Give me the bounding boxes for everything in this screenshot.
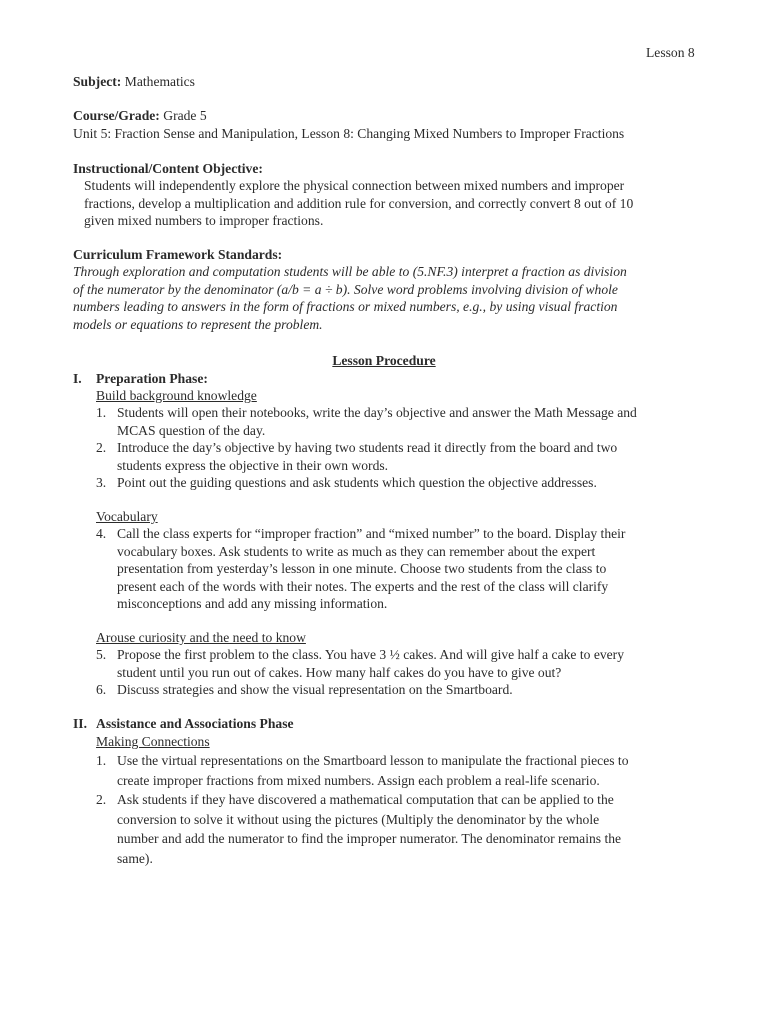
unit-line: Unit 5: Fraction Sense and Manipulation, Lesson 8: Changing Mixed Numbers to Improper Fractions [73, 126, 625, 141]
item-number: 2. [96, 440, 107, 455]
objective-line: fractions, develop a multiplication and addition rule for conversion, and correctly convert 8 out of 10 [84, 195, 634, 211]
build-background-list [96, 404, 637, 492]
phase2-numeral: II. [73, 716, 87, 731]
course-value: Grade 5 [163, 108, 207, 123]
item-number: 5. [96, 647, 107, 662]
item-line: conversion to solve it without using the pictures (Multiply the denominator by the whole [117, 811, 600, 827]
standards-line: Through exploration and computation students will be able to (5.NF.3) interpret a fraction as division [73, 264, 627, 279]
item-line: Introduce the day’s objective by having two students read it directly from the board and two [117, 440, 618, 455]
item-line: vocabulary boxes. Ask students to write as much as they can remember about the expert [117, 543, 596, 559]
item-line: present each of the words with their notes. The experts and the rest of the class will clarify [117, 578, 609, 594]
phase2-title: Assistance and Associations Phase [96, 716, 294, 731]
objective-heading: Instructional/Content Objective: [73, 161, 263, 176]
standards-line: of the numerator by the denominator (a/b = a ÷ b). Solve word problems involving division of whole [73, 281, 618, 297]
lesson-header-label: Lesson 8 [646, 45, 695, 60]
subject-label: Subject: [73, 74, 122, 89]
subject-value: Mathematics [124, 74, 195, 89]
item-line: Propose the first problem to the class. You have 3 ½ cakes. And will give half a cake to every [117, 647, 625, 662]
standards-line: numbers leading to answers in the form of fractions or mixed numbers, e.g., by using visual fraction [73, 299, 618, 314]
objective-line: Students will independently explore the physical connection between mixed numbers and improper [84, 178, 625, 193]
objective-line: given mixed numbers to improper fractions. [84, 213, 324, 228]
item-line: Ask students if they have discovered a mathematical computation that can be applied to the [117, 792, 614, 807]
list-item [96, 751, 629, 790]
item-number: 4. [96, 526, 107, 541]
item-line: Discuss strategies and show the visual representation on the Smartboard. [117, 682, 513, 697]
item-line: Use the virtual representations on the Smartboard lesson to manipulate the fractional pieces to [117, 753, 629, 768]
standards-heading: Curriculum Framework Standards: [73, 247, 283, 262]
list-item [96, 646, 624, 681]
item-line: same). [117, 850, 153, 866]
item-line: create improper fractions from mixed numbers. Assign each problem a real-life scenario. [117, 772, 600, 788]
item-number: 3. [96, 475, 107, 490]
arouse-curiosity-heading: Arouse curiosity and the need to know [96, 630, 306, 645]
list-item [96, 474, 637, 492]
item-number: 1. [96, 753, 107, 768]
item-line: number and add the numerator to find the improper numerator. The denominator remains the [117, 831, 622, 846]
item-line: Point out the guiding questions and ask students which question the objective addresses. [117, 475, 597, 490]
list-item [96, 439, 637, 474]
phase1-heading [73, 370, 208, 388]
procedure-heading: Lesson Procedure [332, 353, 436, 368]
course-line [73, 107, 207, 125]
making-connections-list [96, 751, 629, 868]
item-line: presentation from yesterday’s lesson in one minute. Choose two students from the class to [117, 561, 607, 576]
vocabulary-heading: Vocabulary [96, 509, 158, 524]
item-line: misconceptions and add any missing information. [117, 596, 388, 611]
standards-line: models or equations to represent the problem. [73, 316, 323, 332]
item-line: Call the class experts for “improper fraction” and “mixed number” to the board. Display their [117, 526, 626, 541]
list-item [96, 525, 625, 613]
item-line: student until you run out of cakes. How many half cakes do you have to give out? [117, 664, 562, 680]
item-number: 6. [96, 682, 107, 697]
course-label: Course/Grade: [73, 108, 160, 123]
phase1-numeral: I. [73, 371, 82, 386]
objective-body [84, 177, 633, 230]
list-item [96, 404, 637, 439]
making-connections-heading: Making Connections [96, 734, 210, 749]
list-item [96, 681, 624, 699]
phase2-heading [73, 715, 294, 733]
vocabulary-list [96, 525, 625, 613]
item-line: Students will open their notebooks, write the day’s objective and answer the Math Message and [117, 405, 637, 420]
phase1-title: Preparation Phase: [96, 371, 208, 386]
build-background-heading: Build background knowledge [96, 388, 257, 403]
arouse-curiosity-list [96, 646, 624, 699]
standards-body [73, 263, 627, 333]
item-line: MCAS question of the day. [117, 422, 266, 438]
item-number: 1. [96, 405, 107, 420]
item-number: 2. [96, 792, 107, 807]
subject-line [73, 73, 195, 91]
item-line: students express the objective in their own words. [117, 457, 389, 473]
list-item [96, 790, 629, 868]
